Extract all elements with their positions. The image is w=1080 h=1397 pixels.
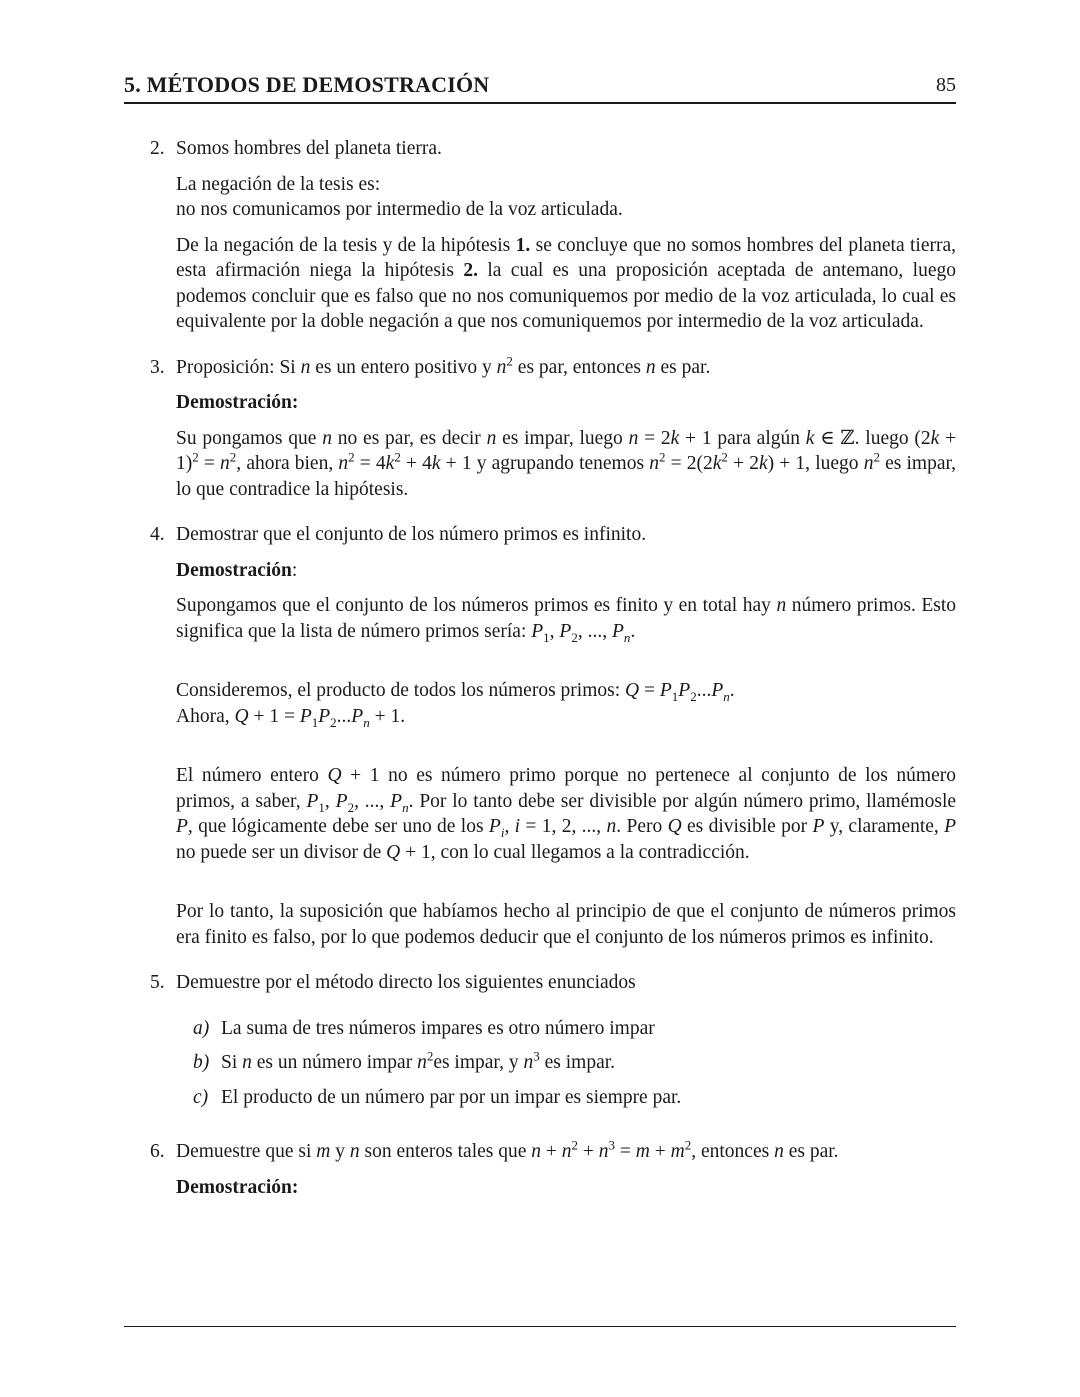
proof-text: Su pongamos que n no es par, es decir n es impar, luego n = 2k + 1 para algún k ∈ ℤ. luego $(2k + 1)^2 = n^2$, ahora bien, $n^2 = 4k^2 + 4k + 1$ y agrupando tenemos $n^2 = 2(2k^2 + 2k) + 1$, luego $n^2$ es impar, lo que contradice la hipótesis. xyxy=(176,427,957,500)
item-number: 4. xyxy=(150,524,165,545)
page-content xyxy=(150,136,956,1200)
running-header xyxy=(124,70,956,104)
list-item-5 xyxy=(150,970,956,1110)
proof-label: Demostración: xyxy=(176,1176,299,1198)
proof-label: Demostración: xyxy=(176,559,298,581)
list-item-6 xyxy=(150,1139,956,1200)
list-item-2 xyxy=(150,136,956,335)
chapter-title: 5. MÉTODOS DE DEMOSTRACIÓN xyxy=(124,72,490,97)
negation-label: La negación de la tesis es: xyxy=(176,173,381,195)
sub-item-b: b) Si n es un número impar $n^2es$ impar, y $n^3$ es impar. xyxy=(193,1048,616,1073)
item-lead: Demuestre por el método directo los siguientes enunciados xyxy=(176,972,636,993)
proof-label: Demostración: xyxy=(176,392,299,413)
footer-rule xyxy=(124,1326,956,1327)
item-number: 6. xyxy=(150,1141,165,1162)
proof-paragraph-1: Supongamos que el conjunto de los números primos es finito y en total hay n número primos. Esto significa que la lista de número primos sería: $P_1$, $P_2$, ..., $P_n$. xyxy=(176,595,957,645)
proof-paragraph-3: El número entero Q + 1 no es número primo porque no pertenece al conjunto de los número primos, a saber, $P_1$, $P_2$, ..., $P_n$. Por lo tanto debe ser divisible por algún número primo, llamémosle P, que lógicamente debe ser uno de los $P_i$, i = 1, 2, ..., n. Pero Q es divisible por P y, claramente, P no puede ser un divisor de Q + 1, con lo cual llegamos a la contradicción. xyxy=(176,765,957,863)
sub-item-c: c) El producto de un número par por un impar es siempre par. xyxy=(193,1086,682,1108)
negation-text: no nos comunicamos por intermedio de la voz articulada. xyxy=(176,199,623,220)
list-item-4 xyxy=(150,522,956,950)
item-number: 2. xyxy=(150,138,165,159)
list-item-3 xyxy=(150,355,956,503)
sub-item-a: a) La suma de tres números impares es otro número impar xyxy=(193,1017,655,1039)
page-number: 85 xyxy=(936,74,956,96)
item-number: 3. xyxy=(150,356,165,378)
item-lead: Somos hombres del planeta tierra. xyxy=(176,138,442,159)
proof-paragraph-2: Consideremos, el producto de todos los números primos: $Q = P_1P_2...P_n$. Ahora, $Q + 1 = P_1P_2...P_n + 1$. xyxy=(176,680,735,730)
proposition-statement: Proposición: Si n es un entero positivo y $n^2$ es par, entonces n es par. xyxy=(176,353,711,378)
item-lead: Demuestre que si m y n son enteros tales que $n + n^2 + n^3 = m + m^2$, entonces n es par. xyxy=(176,1137,839,1162)
sub-list xyxy=(176,1016,956,1111)
item-number: 5. xyxy=(150,972,165,993)
proof-paragraph-4: Por lo tanto, la suposición que habíamos hecho al principio de que el conjunto de números primos era finito es falso, por lo que podemos deducir que el conjunto de los números primos es infinito. xyxy=(176,901,956,948)
item-lead: Demostrar que el conjunto de los número primos es infinito. xyxy=(176,524,647,545)
item-paragraph: De la negación de la tesis y de la hipótesis 1. se concluye que no somos hombres del planeta tierra, esta afirmación niega la hipótesis 2. la cual es una proposición aceptada de antemano, luego podemos concluir que es falso que no nos comuniquemos por medio de la voz articulada, lo cual es equivalente por la doble negación a que nos comuniquemos por intermedio de la voz articulada. xyxy=(176,234,957,332)
